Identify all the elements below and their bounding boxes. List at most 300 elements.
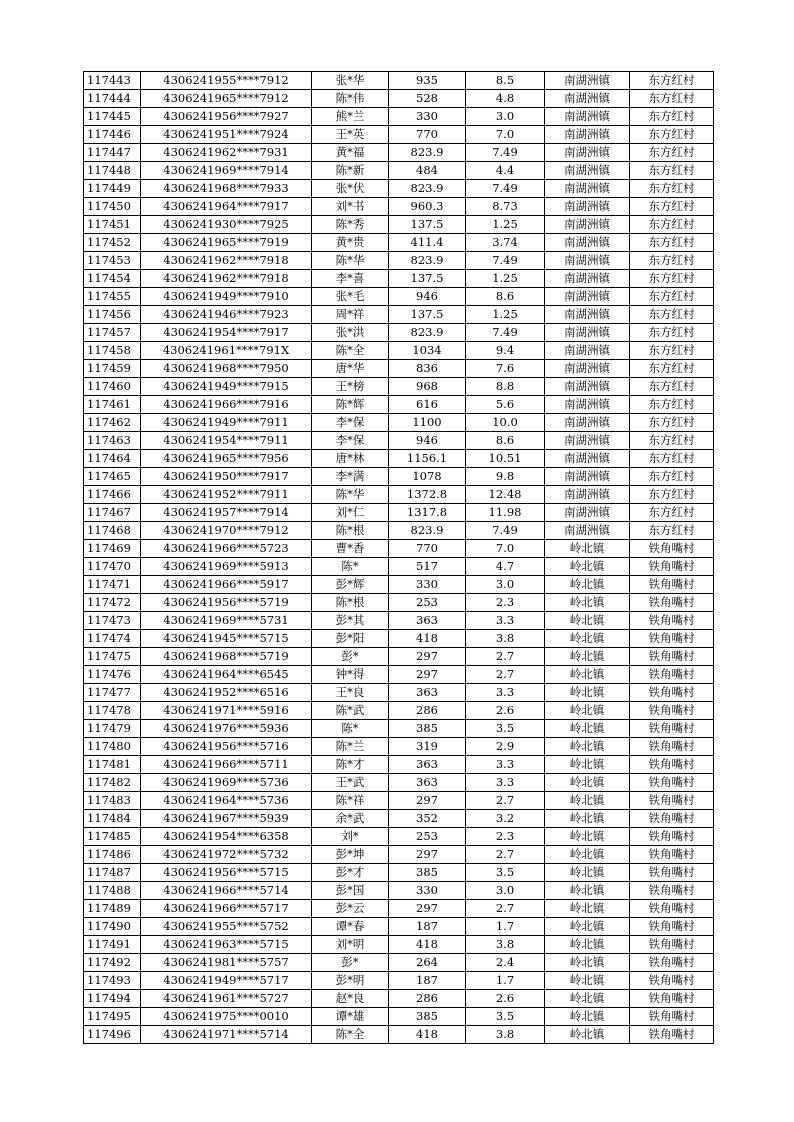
record-number-cell: 117454 [84,270,141,288]
id-number-cell: 4306241966****5717 [141,900,312,918]
amount-cell: 330 [389,882,466,900]
town-cell: 岭北镇 [545,684,630,702]
amount-cell: 935 [389,72,466,90]
area-cell: 7.49 [466,522,545,540]
id-number-cell: 4306241975****0010 [141,1008,312,1026]
town-cell: 南湖洲镇 [545,180,630,198]
village-cell: 东方红村 [630,126,714,144]
area-cell: 2.9 [466,738,545,756]
table-row [84,522,714,540]
name-cell: 黄*福 [312,144,389,162]
record-number-cell: 117478 [84,702,141,720]
name-cell: 张*毛 [312,288,389,306]
town-cell: 岭北镇 [545,936,630,954]
amount-cell: 330 [389,576,466,594]
table-row [84,828,714,846]
name-cell: 陈*辉 [312,396,389,414]
area-cell: 1.25 [466,270,545,288]
amount-cell: 770 [389,126,466,144]
area-cell: 2.7 [466,900,545,918]
table-row [84,846,714,864]
name-cell: 张*伏 [312,180,389,198]
area-cell: 8.8 [466,378,545,396]
town-cell: 岭北镇 [545,576,630,594]
town-cell: 岭北镇 [545,666,630,684]
table-row [84,630,714,648]
amount-cell: 528 [389,90,466,108]
table-row [84,414,714,432]
town-cell: 南湖洲镇 [545,234,630,252]
id-number-cell: 4306241968****7933 [141,180,312,198]
village-cell: 东方红村 [630,252,714,270]
town-cell: 岭北镇 [545,918,630,936]
name-cell: 陈*全 [312,1026,389,1044]
area-cell: 2.4 [466,954,545,972]
name-cell: 陈*全 [312,342,389,360]
amount-cell: 836 [389,360,466,378]
village-cell: 铁角嘴村 [630,792,714,810]
area-cell: 8.6 [466,288,545,306]
record-number-cell: 117487 [84,864,141,882]
record-number-cell: 117443 [84,72,141,90]
record-number-cell: 117446 [84,126,141,144]
name-cell: 王*英 [312,126,389,144]
name-cell: 陈*才 [312,756,389,774]
table-row [84,90,714,108]
table-row [84,720,714,738]
id-number-cell: 4306241965****7912 [141,90,312,108]
name-cell: 王*榜 [312,378,389,396]
id-number-cell: 4306241964****7917 [141,198,312,216]
record-number-cell: 117485 [84,828,141,846]
id-number-cell: 4306241963****5715 [141,936,312,954]
id-number-cell: 4306241962****7918 [141,252,312,270]
town-cell: 岭北镇 [545,720,630,738]
village-cell: 东方红村 [630,378,714,396]
id-number-cell: 4306241955****5752 [141,918,312,936]
record-number-cell: 117471 [84,576,141,594]
amount-cell: 946 [389,432,466,450]
name-cell: 李*满 [312,468,389,486]
area-cell: 3.0 [466,108,545,126]
table-row [84,342,714,360]
amount-cell: 137.5 [389,216,466,234]
record-number-cell: 117490 [84,918,141,936]
name-cell: 李*喜 [312,270,389,288]
table-row [84,432,714,450]
village-cell: 铁角嘴村 [630,900,714,918]
record-number-cell: 117460 [84,378,141,396]
area-cell: 1.7 [466,972,545,990]
amount-cell: 385 [389,1008,466,1026]
table-row [84,954,714,972]
town-cell: 南湖洲镇 [545,396,630,414]
area-cell: 3.3 [466,612,545,630]
town-cell: 岭北镇 [545,828,630,846]
town-cell: 南湖洲镇 [545,270,630,288]
table-row [84,1008,714,1026]
area-cell: 8.6 [466,432,545,450]
amount-cell: 823.9 [389,252,466,270]
record-number-cell: 117449 [84,180,141,198]
town-cell: 岭北镇 [545,846,630,864]
table-row [84,378,714,396]
table-row [84,396,714,414]
amount-cell: 286 [389,990,466,1008]
record-number-cell: 117494 [84,990,141,1008]
village-cell: 铁角嘴村 [630,918,714,936]
village-cell: 铁角嘴村 [630,738,714,756]
record-number-cell: 117464 [84,450,141,468]
amount-cell: 1034 [389,342,466,360]
village-cell: 东方红村 [630,342,714,360]
town-cell: 岭北镇 [545,756,630,774]
name-cell: 张*华 [312,72,389,90]
village-cell: 东方红村 [630,198,714,216]
record-number-cell: 117458 [84,342,141,360]
table-row [84,558,714,576]
amount-cell: 1156.1 [389,450,466,468]
amount-cell: 319 [389,738,466,756]
village-cell: 东方红村 [630,162,714,180]
town-cell: 南湖洲镇 [545,72,630,90]
name-cell: 彭*辉 [312,576,389,594]
id-number-cell: 4306241976****5936 [141,720,312,738]
village-cell: 铁角嘴村 [630,990,714,1008]
town-cell: 岭北镇 [545,648,630,666]
record-number-cell: 117453 [84,252,141,270]
area-cell: 9.4 [466,342,545,360]
amount-cell: 363 [389,684,466,702]
village-cell: 铁角嘴村 [630,1008,714,1026]
id-number-cell: 4306241945****5715 [141,630,312,648]
amount-cell: 823.9 [389,324,466,342]
village-cell: 东方红村 [630,234,714,252]
name-cell: 陈*新 [312,162,389,180]
town-cell: 南湖洲镇 [545,360,630,378]
area-cell: 7.0 [466,126,545,144]
area-cell: 2.6 [466,990,545,1008]
amount-cell: 946 [389,288,466,306]
area-cell: 3.3 [466,756,545,774]
table-row [84,306,714,324]
id-number-cell: 4306241955****7912 [141,72,312,90]
town-cell: 南湖洲镇 [545,198,630,216]
table-row [84,774,714,792]
record-number-cell: 117492 [84,954,141,972]
name-cell: 彭*国 [312,882,389,900]
amount-cell: 770 [389,540,466,558]
table-row [84,666,714,684]
name-cell: 彭*才 [312,864,389,882]
town-cell: 岭北镇 [545,558,630,576]
village-cell: 铁角嘴村 [630,540,714,558]
id-number-cell: 4306241967****5939 [141,810,312,828]
area-cell: 3.5 [466,864,545,882]
name-cell: 彭* [312,648,389,666]
name-cell: 彭*阳 [312,630,389,648]
name-cell: 刘*明 [312,936,389,954]
table-row [84,936,714,954]
record-number-cell: 117466 [84,486,141,504]
amount-cell: 823.9 [389,180,466,198]
table-row [84,324,714,342]
table-row [84,360,714,378]
amount-cell: 187 [389,918,466,936]
village-cell: 东方红村 [630,144,714,162]
village-cell: 铁角嘴村 [630,864,714,882]
id-number-cell: 4306241962****7931 [141,144,312,162]
town-cell: 岭北镇 [545,540,630,558]
name-cell: 陈*华 [312,486,389,504]
record-number-cell: 117450 [84,198,141,216]
name-cell: 陈* [312,558,389,576]
town-cell: 南湖洲镇 [545,126,630,144]
town-cell: 南湖洲镇 [545,432,630,450]
name-cell: 彭* [312,954,389,972]
village-cell: 东方红村 [630,108,714,126]
amount-cell: 1317.8 [389,504,466,522]
table-row [84,486,714,504]
id-number-cell: 4306241952****7911 [141,486,312,504]
amount-cell: 264 [389,954,466,972]
village-cell: 东方红村 [630,180,714,198]
table-row [84,738,714,756]
id-number-cell: 4306241970****7912 [141,522,312,540]
records-table-body [84,72,714,1044]
area-cell: 8.73 [466,198,545,216]
village-cell: 东方红村 [630,522,714,540]
amount-cell: 297 [389,666,466,684]
record-number-cell: 117444 [84,90,141,108]
record-number-cell: 117463 [84,432,141,450]
name-cell: 彭*云 [312,900,389,918]
area-cell: 10.0 [466,414,545,432]
record-number-cell: 117496 [84,1026,141,1044]
town-cell: 南湖洲镇 [545,90,630,108]
area-cell: 1.25 [466,216,545,234]
record-number-cell: 117467 [84,504,141,522]
id-number-cell: 4306241966****5714 [141,882,312,900]
town-cell: 南湖洲镇 [545,378,630,396]
table-row [84,810,714,828]
town-cell: 岭北镇 [545,612,630,630]
id-number-cell: 4306241966****5711 [141,756,312,774]
area-cell: 3.74 [466,234,545,252]
town-cell: 岭北镇 [545,774,630,792]
town-cell: 南湖洲镇 [545,450,630,468]
id-number-cell: 4306241949****7911 [141,414,312,432]
table-row [84,702,714,720]
amount-cell: 823.9 [389,144,466,162]
area-cell: 3.8 [466,936,545,954]
name-cell: 陈* [312,720,389,738]
town-cell: 南湖洲镇 [545,468,630,486]
name-cell: 刘*仁 [312,504,389,522]
area-cell: 1.7 [466,918,545,936]
name-cell: 张*洪 [312,324,389,342]
town-cell: 岭北镇 [545,702,630,720]
name-cell: 余*武 [312,810,389,828]
amount-cell: 297 [389,648,466,666]
town-cell: 南湖洲镇 [545,342,630,360]
town-cell: 岭北镇 [545,792,630,810]
area-cell: 12.48 [466,486,545,504]
record-number-cell: 117465 [84,468,141,486]
name-cell: 彭*坤 [312,846,389,864]
amount-cell: 137.5 [389,270,466,288]
table-row [84,144,714,162]
amount-cell: 137.5 [389,306,466,324]
village-cell: 东方红村 [630,360,714,378]
id-number-cell: 4306241949****7915 [141,378,312,396]
table-row [84,594,714,612]
id-number-cell: 4306241969****5736 [141,774,312,792]
record-number-cell: 117472 [84,594,141,612]
table-row [84,108,714,126]
village-cell: 铁角嘴村 [630,630,714,648]
amount-cell: 363 [389,774,466,792]
area-cell: 10.51 [466,450,545,468]
id-number-cell: 4306241969****5913 [141,558,312,576]
id-number-cell: 4306241968****7950 [141,360,312,378]
town-cell: 南湖洲镇 [545,486,630,504]
name-cell: 谭*春 [312,918,389,936]
id-number-cell: 4306241964****5736 [141,792,312,810]
name-cell: 赵*良 [312,990,389,1008]
record-number-cell: 117462 [84,414,141,432]
town-cell: 岭北镇 [545,594,630,612]
name-cell: 黄*贵 [312,234,389,252]
village-cell: 东方红村 [630,396,714,414]
table-row [84,990,714,1008]
village-cell: 东方红村 [630,216,714,234]
area-cell: 3.8 [466,630,545,648]
id-number-cell: 4306241956****5716 [141,738,312,756]
amount-cell: 297 [389,846,466,864]
amount-cell: 968 [389,378,466,396]
town-cell: 南湖洲镇 [545,252,630,270]
amount-cell: 517 [389,558,466,576]
name-cell: 陈*伟 [312,90,389,108]
town-cell: 南湖洲镇 [545,306,630,324]
table-row [84,540,714,558]
amount-cell: 411.4 [389,234,466,252]
village-cell: 铁角嘴村 [630,954,714,972]
id-number-cell: 4306241964****6545 [141,666,312,684]
amount-cell: 484 [389,162,466,180]
id-number-cell: 4306241956****5719 [141,594,312,612]
table-row [84,126,714,144]
village-cell: 铁角嘴村 [630,684,714,702]
table-row [84,756,714,774]
area-cell: 2.3 [466,594,545,612]
name-cell: 王*良 [312,684,389,702]
village-cell: 铁角嘴村 [630,594,714,612]
table-row [84,576,714,594]
id-number-cell: 4306241971****5916 [141,702,312,720]
amount-cell: 297 [389,900,466,918]
table-row [84,648,714,666]
id-number-cell: 4306241966****5917 [141,576,312,594]
name-cell: 王*武 [312,774,389,792]
area-cell: 3.8 [466,1026,545,1044]
area-cell: 3.0 [466,882,545,900]
table-row [84,504,714,522]
name-cell: 陈*祥 [312,792,389,810]
amount-cell: 385 [389,720,466,738]
record-number-cell: 117461 [84,396,141,414]
name-cell: 刘*书 [312,198,389,216]
village-cell: 东方红村 [630,72,714,90]
area-cell: 3.5 [466,1008,545,1026]
record-number-cell: 117468 [84,522,141,540]
name-cell: 彭*其 [312,612,389,630]
id-number-cell: 4306241949****5717 [141,972,312,990]
name-cell: 曹*香 [312,540,389,558]
record-number-cell: 117495 [84,1008,141,1026]
town-cell: 岭北镇 [545,900,630,918]
record-number-cell: 117481 [84,756,141,774]
data-sheet [83,71,713,1044]
town-cell: 岭北镇 [545,810,630,828]
record-number-cell: 117480 [84,738,141,756]
record-number-cell: 117483 [84,792,141,810]
village-cell: 东方红村 [630,90,714,108]
name-cell: 彭*明 [312,972,389,990]
village-cell: 铁角嘴村 [630,702,714,720]
id-number-cell: 4306241952****6516 [141,684,312,702]
area-cell: 7.49 [466,324,545,342]
table-row [84,450,714,468]
record-number-cell: 117457 [84,324,141,342]
town-cell: 岭北镇 [545,972,630,990]
record-number-cell: 117455 [84,288,141,306]
town-cell: 南湖洲镇 [545,288,630,306]
table-row [84,918,714,936]
amount-cell: 960.3 [389,198,466,216]
amount-cell: 823.9 [389,522,466,540]
village-cell: 东方红村 [630,486,714,504]
name-cell: 刘* [312,828,389,846]
id-number-cell: 4306241965****7956 [141,450,312,468]
table-row [84,198,714,216]
village-cell: 铁角嘴村 [630,810,714,828]
table-row [84,1026,714,1044]
id-number-cell: 4306241950****7917 [141,468,312,486]
amount-cell: 253 [389,828,466,846]
town-cell: 南湖洲镇 [545,144,630,162]
table-row [84,72,714,90]
amount-cell: 286 [389,702,466,720]
table-row [84,180,714,198]
record-number-cell: 117474 [84,630,141,648]
amount-cell: 363 [389,612,466,630]
village-cell: 铁角嘴村 [630,846,714,864]
record-number-cell: 117488 [84,882,141,900]
name-cell: 陈*兰 [312,738,389,756]
id-number-cell: 4306241968****5719 [141,648,312,666]
table-row [84,864,714,882]
name-cell: 熊*兰 [312,108,389,126]
village-cell: 铁角嘴村 [630,828,714,846]
id-number-cell: 4306241966****5723 [141,540,312,558]
id-number-cell: 4306241969****7914 [141,162,312,180]
area-cell: 4.4 [466,162,545,180]
name-cell: 陈*根 [312,594,389,612]
village-cell: 东方红村 [630,270,714,288]
name-cell: 李*保 [312,414,389,432]
